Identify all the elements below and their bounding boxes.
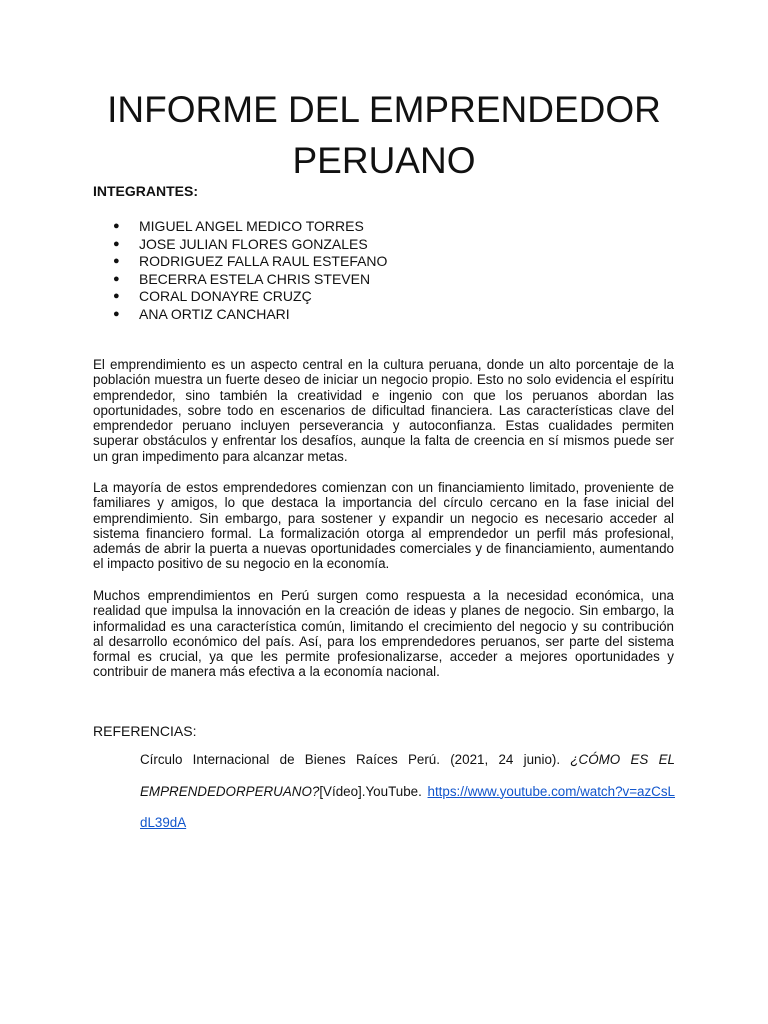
body-paragraph: El emprendimiento es un aspecto central en la cultura peruana, donde un alto porcentaje de la población muestra un fuerte deseo de iniciar un negocio propio. Esto no solo evidencia el espíritu emprendedor, sino también la creatividad e ingenio con que los peruanos abordan las oportunidades, sobre todo en escenarios de dificultad financiera. Las características clave del emprendedor peruano incluyen perseverancia y autoconfianza. Estas cualidades permiten superar obstáculos y enfrentar los desafíos, aunque la falta de creencia en sí mismos puede ser un gran impedimento para alcanzar metas. bbox=[93, 357, 674, 464]
list-item bbox=[110, 306, 387, 324]
bullet-icon: ● bbox=[113, 255, 120, 268]
bullet-icon: ● bbox=[113, 237, 120, 250]
body-paragraph: La mayoría de estos emprendedores comienzan con un financiamiento limitado, proveniente de familiares y amigos, lo que destaca la importancia del círculo cercano en la fase inicial del emprendimiento. Sin embargo, para sostener y expandir un negocio es necesario acceder al sistema financiero formal. La formalización otorga al emprendedor un perfil más profesional, además de abrir la puerta a nuevas oportunidades comerciales y de financiamiento, aumentando el impacto positivo de su negocio en la economía. bbox=[93, 480, 674, 572]
bullet-icon: ● bbox=[113, 290, 120, 303]
member-name: MIGUEL ANGEL MEDICO TORRES bbox=[139, 218, 364, 234]
member-name: BECERRA ESTELA CHRIS STEVEN bbox=[139, 270, 371, 287]
reference-link[interactable]: https://www.youtube.com/watch?v=azCsLdL39dA bbox=[140, 783, 675, 830]
reference-work-title: ¿CÓMO ES EL EMPRENDEDORPERUANO? bbox=[140, 752, 675, 799]
list-item bbox=[110, 271, 387, 289]
list-item bbox=[110, 218, 387, 236]
list-item bbox=[110, 236, 387, 254]
member-name: JOSE JULIAN FLORES GONZALES bbox=[139, 235, 368, 252]
reference-entry bbox=[140, 744, 675, 839]
member-name: RODRIGUEZ FALLA RAUL ESTEFANO bbox=[139, 253, 388, 270]
bullet-icon: ● bbox=[113, 272, 120, 285]
members-list bbox=[110, 218, 387, 324]
member-name: CORAL DONAYRE CRUZÇ bbox=[139, 288, 312, 305]
list-item bbox=[110, 253, 387, 271]
list-item bbox=[110, 288, 387, 306]
members-heading: INTEGRANTES: bbox=[93, 183, 198, 199]
bullet-icon: ● bbox=[113, 220, 120, 232]
document-title: INFORME DEL EMPRENDEDOR PERUANO bbox=[107, 89, 661, 181]
member-name: ANA ORTIZ CANCHARI bbox=[139, 305, 290, 322]
references-heading: REFERENCIAS: bbox=[93, 723, 197, 739]
reference-author-date: Círculo Internacional de Bienes Raíces Perú. (2021, 24 junio). bbox=[140, 752, 561, 767]
reference-medium: [Vídeo].YouTube. bbox=[319, 783, 422, 799]
bullet-icon: ● bbox=[113, 307, 120, 320]
body-paragraph: Muchos emprendimientos en Perú surgen como respuesta a la necesidad económica, una realidad que impulsa la innovación en la creación de ideas y planes de negocio. Sin embargo, la informalidad es una característica común, limitando el crecimiento del negocio y su contribución al desarrollo económico del país. Así, para los emprendedores peruanos, ser parte del sistema formal es crucial, ya que les permite profesionalizarse, acceder a mejores oportunidades y contribuir de manera más efectiva a la economía nacional. bbox=[93, 588, 674, 680]
